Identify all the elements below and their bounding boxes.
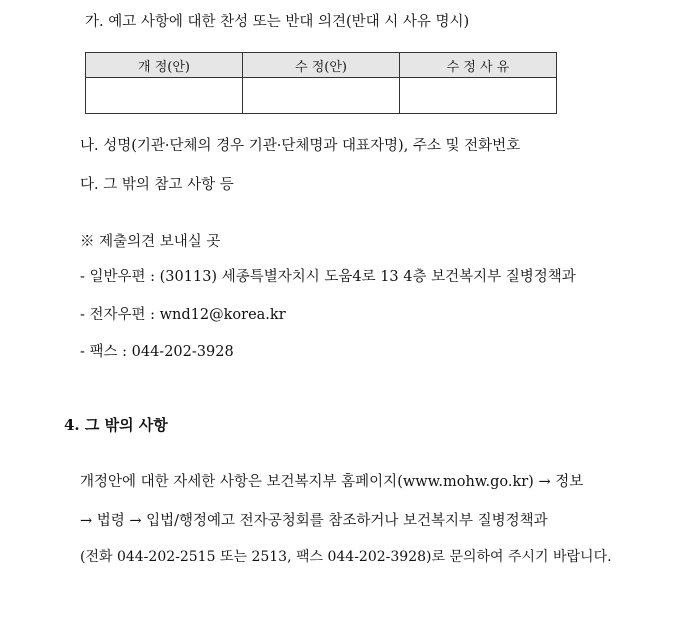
table-header-row [86, 53, 557, 78]
cell-current [86, 78, 243, 114]
opinion-table [85, 52, 557, 114]
section4-paragraph-line-2: → 법령 → 입법/행정예고 전자공청회를 참조하거나 보건복지부 질병정책과 [80, 513, 548, 529]
section4-paragraph-line-3: (전화 044-202-2515 또는 2513, 팩스 044-202-3928)로 문의하여 주시기 바랍니다. [80, 549, 612, 565]
submit-postal: - 일반우편 : (30113) 세종특별자치시 도움4로 13 4층 보건복지부 질병정책과 [80, 269, 576, 285]
header-current: 개 정(안) [86, 53, 243, 78]
header-revised: 수 정(안) [243, 53, 400, 78]
section-na: 나. 성명(기관·단체의 경우 기관·단체명과 대표자명), 주소 및 전화번호 [80, 138, 521, 154]
section4-title: 4. 그 밖의 사항 [64, 416, 168, 434]
section4-paragraph-line-1: 개정안에 대한 자세한 사항은 보건복지부 홈페이지(www.mohw.go.kr) → 정보 [80, 474, 584, 490]
section-ga: 가. 예고 사항에 대한 찬성 또는 반대 의견(반대 시 사유 명시) [85, 14, 470, 30]
header-reason: 수 정 사 유 [400, 53, 557, 78]
submit-title: ※ 제출의견 보내실 곳 [80, 234, 221, 250]
cell-reason [400, 78, 557, 114]
table-row [86, 78, 557, 114]
cell-revised [243, 78, 400, 114]
section-da: 다. 그 밖의 참고 사항 등 [80, 177, 234, 193]
submit-fax: - 팩스 : 044-202-3928 [80, 344, 234, 360]
submit-email: - 전자우편 : wnd12@korea.kr [80, 307, 286, 323]
